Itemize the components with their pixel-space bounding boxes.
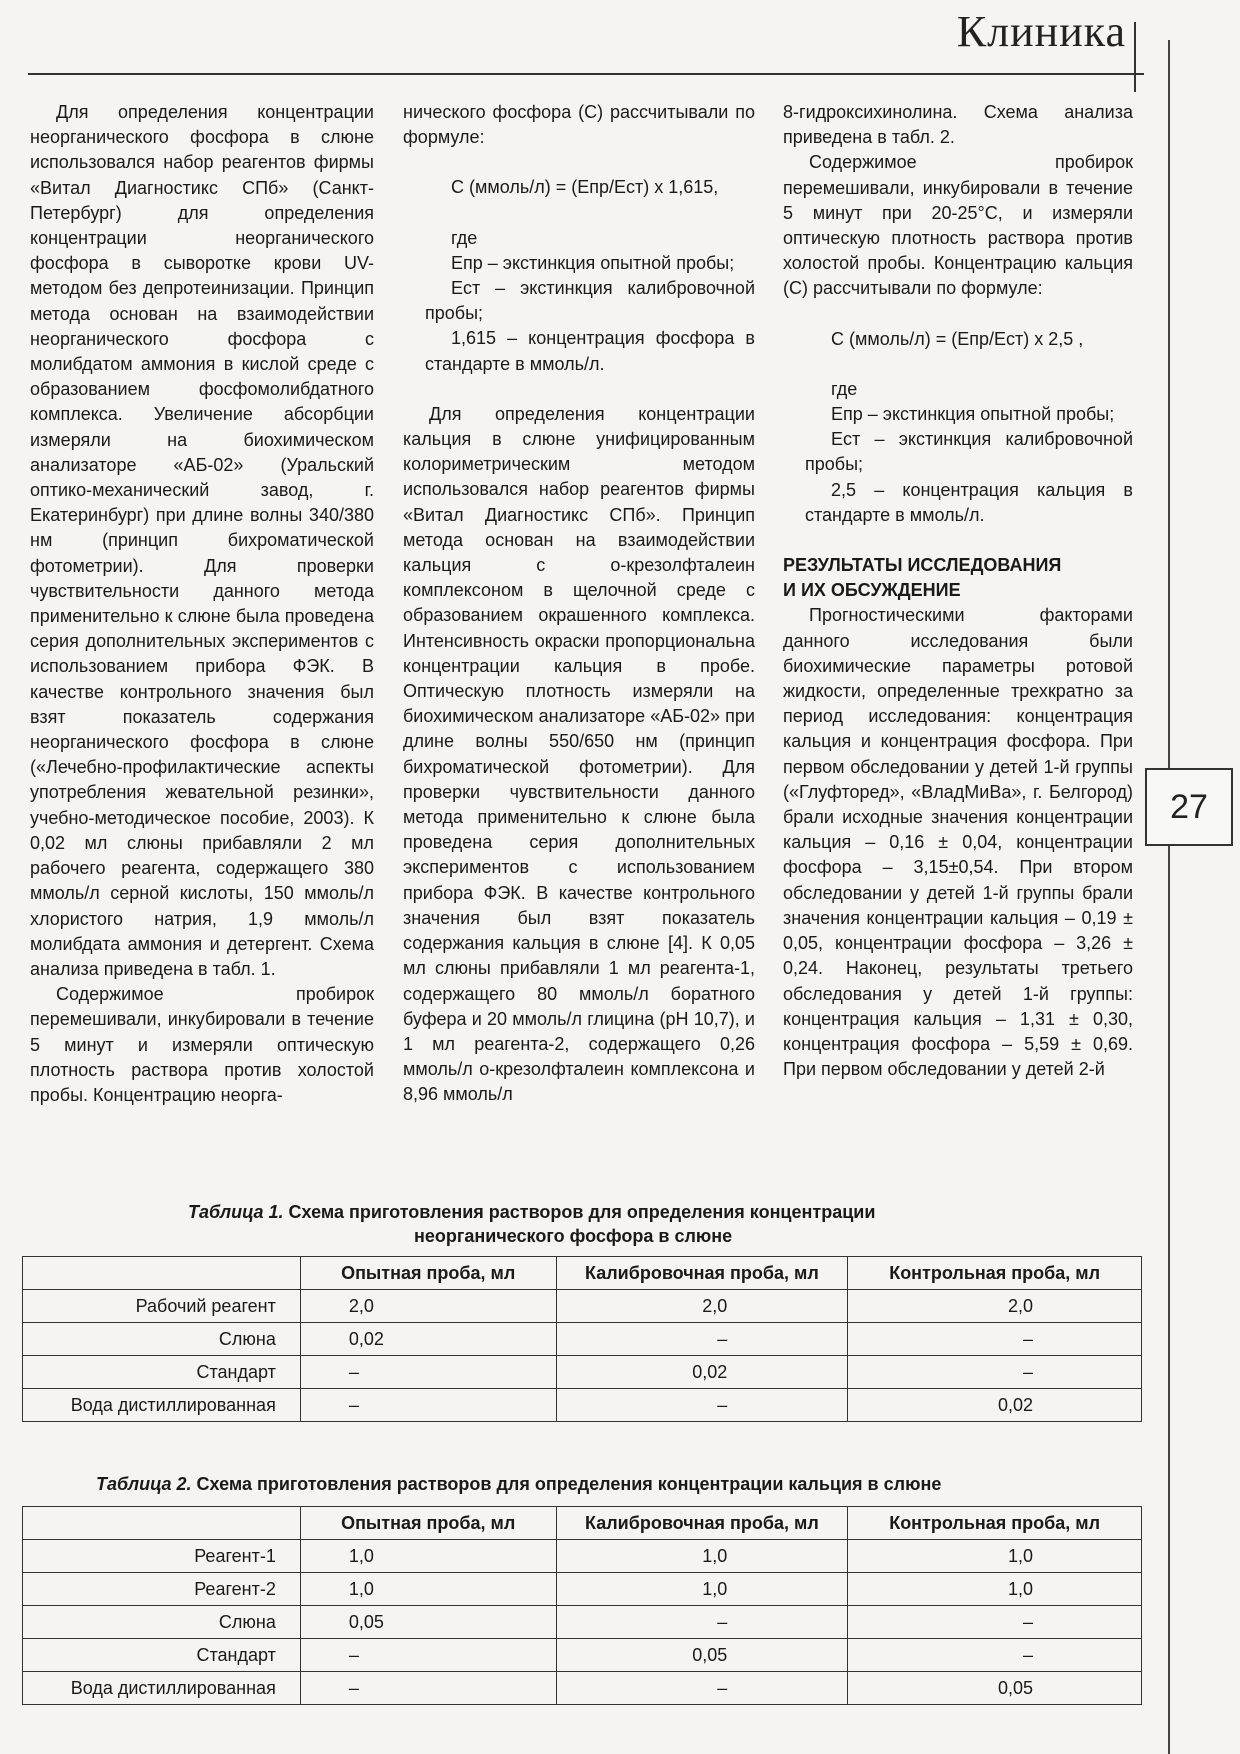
table-1 xyxy=(22,1256,1142,1422)
section-heading: И ИХ ОБСУЖДЕНИЕ xyxy=(783,580,961,601)
table-cell: – xyxy=(556,1606,848,1639)
table-cell: 0,05 xyxy=(848,1672,1142,1705)
table-row xyxy=(23,1540,1142,1573)
table-cell: – xyxy=(300,1356,556,1389)
row-label: Реагент-1 xyxy=(23,1540,301,1573)
formula: С (ммоль/л) = (Eпр/Eст) x 2,5 , xyxy=(831,328,1084,349)
paragraph: нического фосфора (С) рассчитывали по формуле: xyxy=(403,102,755,148)
formula-definition: Eст – экстинкция калибровочной пробы; xyxy=(425,278,755,324)
table-row xyxy=(23,1389,1142,1422)
formula-definition: 1,615 – концентрация фосфора в стандарте в ммоль/л. xyxy=(425,328,755,374)
table-cell: – xyxy=(848,1606,1142,1639)
table-cell: 0,05 xyxy=(556,1639,848,1672)
table-cell: 0,02 xyxy=(848,1389,1142,1422)
paragraph: Прогностическими факторами данного исследования были биохимические параметры ротовой жидкости, определенные трехкратно за период исследования: концентрация кальция и концентрация фосфора. При первом обследовании у детей 1-й группы («Глуфторед», «ВладМиВа», г. Белгород) брали исходные значения концентрации кальция – 0,16 ± 0,04, концентрации фосфора – 3,15±0,54. При втором обследовании у детей 1-й группы брали значения концентрации кальция – 0,19 ± 0,05, концентрации фосфора – 3,26 ± 0,24. Наконец, результаты третьего обследования у детей 1-й группы: концентрация кальция – 1,31 ± 0,30, концентрация фосфора – 5,59 ± 0,69. При первом обследовании у детей 2-й xyxy=(783,605,1133,1080)
formula-definition: Eпр – экстинкция опытной пробы; xyxy=(831,404,1115,425)
table-2-label: Таблица 2. xyxy=(96,1474,192,1494)
header-vertical-rule xyxy=(1134,22,1136,92)
table-cell: – xyxy=(556,1389,848,1422)
table-cell: 1,0 xyxy=(556,1573,848,1606)
table-cell: – xyxy=(848,1323,1142,1356)
table-header-cell: Опытная проба, мл xyxy=(300,1257,556,1290)
table-cell: 1,0 xyxy=(556,1540,848,1573)
row-label: Слюна xyxy=(23,1323,301,1356)
table-cell: – xyxy=(556,1323,848,1356)
table-header-cell: Контрольная проба, мл xyxy=(848,1507,1142,1540)
table-header-row xyxy=(23,1507,1142,1540)
table-1-title: Схема приготовления растворов для определения концентрации xyxy=(288,1202,876,1222)
table-header-cell: Опытная проба, мл xyxy=(300,1507,556,1540)
header-rule xyxy=(28,73,1144,75)
table-2 xyxy=(22,1506,1142,1705)
table-header-cell xyxy=(23,1257,301,1290)
table-cell: – xyxy=(300,1672,556,1705)
right-margin-rule xyxy=(1168,40,1170,1754)
row-label: Реагент-2 xyxy=(23,1573,301,1606)
row-label: Вода дистиллированная xyxy=(23,1389,301,1422)
text-column-2 xyxy=(403,100,755,1108)
table-cell: 2,0 xyxy=(848,1290,1142,1323)
table-header-cell: Калибровочная проба, мл xyxy=(556,1507,848,1540)
table-cell: 1,0 xyxy=(848,1540,1142,1573)
table-header-cell: Калибровочная проба, мл xyxy=(556,1257,848,1290)
table-cell: 1,0 xyxy=(300,1540,556,1573)
table-cell: 1,0 xyxy=(300,1573,556,1606)
formula-definition: Eпр – экстинкция опытной пробы; xyxy=(451,252,735,273)
table-cell: 2,0 xyxy=(556,1290,848,1323)
table-header-cell: Контрольная проба, мл xyxy=(848,1257,1142,1290)
table-2-title: Схема приготовления растворов для определения концентрации кальция в слюне xyxy=(196,1474,942,1494)
paragraph: Для определения концентрации кальция в слюне унифицированным колориметрическим методом использовался набор реагентов фирмы «Витал Диагностикс СПб». Принцип метода основан на взаимодействии кальция с о-крезолфталеин комплексоном в щелочной среде с образованием окрашенного комплекса. Интенсивность окраски пропорциональна концентрации кальция в пробе. Оптическую плотность измеряли на биохимическом анализаторе «АБ-02» при длине волны 550/650 нм (принцип бихроматической фотометрии). Для проверки чувствительности данного метода применительно к слюне была проведена серия дополнительных экспериментов с использованием прибора ФЭК. В качестве контрольного значения был взят показатель содержания кальция в слюне [4]. К 0,05 мл слюны прибавляли 1 мл реагента-1, содержащего 80 ммоль/л боратного буфера и 20 ммоль/л глицина (pH 10,7), и 1 мл реагента-2, содержащего 0,26 ммоль/л о-крезолфталеин комплексона и 8,96 ммоль/л xyxy=(403,403,755,1105)
table-row xyxy=(23,1672,1142,1705)
table-2-caption xyxy=(96,1472,1096,1496)
table-cell: – xyxy=(556,1672,848,1705)
table-cell: 2,0 xyxy=(300,1290,556,1323)
row-label: Рабочий реагент xyxy=(23,1290,301,1323)
table-header-cell xyxy=(23,1507,301,1540)
table-cell: – xyxy=(848,1639,1142,1672)
table-cell: 0,02 xyxy=(300,1323,556,1356)
paragraph: 8-гидроксихинолина. Схема анализа приведена в табл. 2. xyxy=(783,102,1133,148)
table-cell: 0,05 xyxy=(300,1606,556,1639)
table-1-caption xyxy=(188,1200,1068,1248)
formula-definition: Eст – экстинкция калибровочной пробы; xyxy=(805,429,1133,475)
table-row xyxy=(23,1573,1142,1606)
row-label: Стандарт xyxy=(23,1639,301,1672)
formula: С (ммоль/л) = (Eпр/Eст) x 1,615, xyxy=(451,177,719,198)
table-cell: – xyxy=(300,1639,556,1672)
formula-where: где xyxy=(451,227,478,248)
formula-definition: 2,5 – концентрация кальция в стандарте в ммоль/л. xyxy=(805,479,1133,525)
table-1-label: Таблица 1. xyxy=(188,1202,284,1222)
table-cell: 0,02 xyxy=(556,1356,848,1389)
table-header-row xyxy=(23,1257,1142,1290)
text-column-1 xyxy=(30,100,374,1108)
table-row xyxy=(23,1356,1142,1389)
table-cell: 1,0 xyxy=(848,1573,1142,1606)
table-cell: – xyxy=(300,1389,556,1422)
row-label: Слюна xyxy=(23,1606,301,1639)
paragraph: Для определения концентрации неорганического фосфора в слюне использовался набор реагентов фирмы «Витал Диагностикс СПб» (Санкт-Петербург) для определения концентрации неорганического фосфора в сыворотке крови UV-методом без депротеинизации. Принцип метода основан на взаимодействии неорганического фосфора с молибдатом аммония в кислой среде с образованием фосфомолибдатного комплекса. Увеличение абсорбции измеряли на биохимическом анализаторе «АБ-02» (Уральский оптико-механический завод, г. Екатеринбург) при длине волны 340/380 нм (принцип бихроматической фотометрии). Для проверки чувствительности данного метода применительно к слюне была проведена серия дополнительных экспериментов с использованием прибора ФЭК. В качестве контрольного значения был взят показатель содержания неорганического фосфора в слюне («Лечебно-профилактические аспекты употребления жевательной резинки», учебно-методическое пособие, 2003). К 0,02 мл слюны прибавляли 2 мл рабочего реагента, содержащего 380 ммоль/л серной кислоты, 150 ммоль/л хлористого натрия, 1,9 ммоль/л молибдата аммония и детергент. Схема анализа приведена в табл. 1. xyxy=(30,102,374,979)
row-label: Вода дистиллированная xyxy=(23,1672,301,1705)
table-row xyxy=(23,1606,1142,1639)
formula-where: где xyxy=(831,378,858,399)
page-number: 27 xyxy=(1145,768,1233,846)
text-column-3 xyxy=(783,100,1133,1082)
table-row xyxy=(23,1639,1142,1672)
table-1-title-line2: неорганического фосфора в слюне xyxy=(414,1226,733,1246)
section-heading: РЕЗУЛЬТАТЫ ИССЛЕДОВАНИЯ xyxy=(783,555,1062,576)
paragraph: Содержимое пробирок перемешивали, инкубировали в течение 5 минут при 20-25°С, и измеряли оптическую плотность раствора против холостой пробы. Концентрацию кальция (С) рассчитывали по формуле: xyxy=(783,152,1133,299)
row-label: Стандарт xyxy=(23,1356,301,1389)
paragraph: Содержимое пробирок перемешивали, инкубировали в течение 5 минут и измеряли оптическую плотность раствора против холостой пробы. Концентрацию неорга- xyxy=(30,984,374,1105)
table-row xyxy=(23,1323,1142,1356)
table-row xyxy=(23,1290,1142,1323)
header-title: Клиника xyxy=(956,7,1126,56)
table-cell: – xyxy=(848,1356,1142,1389)
